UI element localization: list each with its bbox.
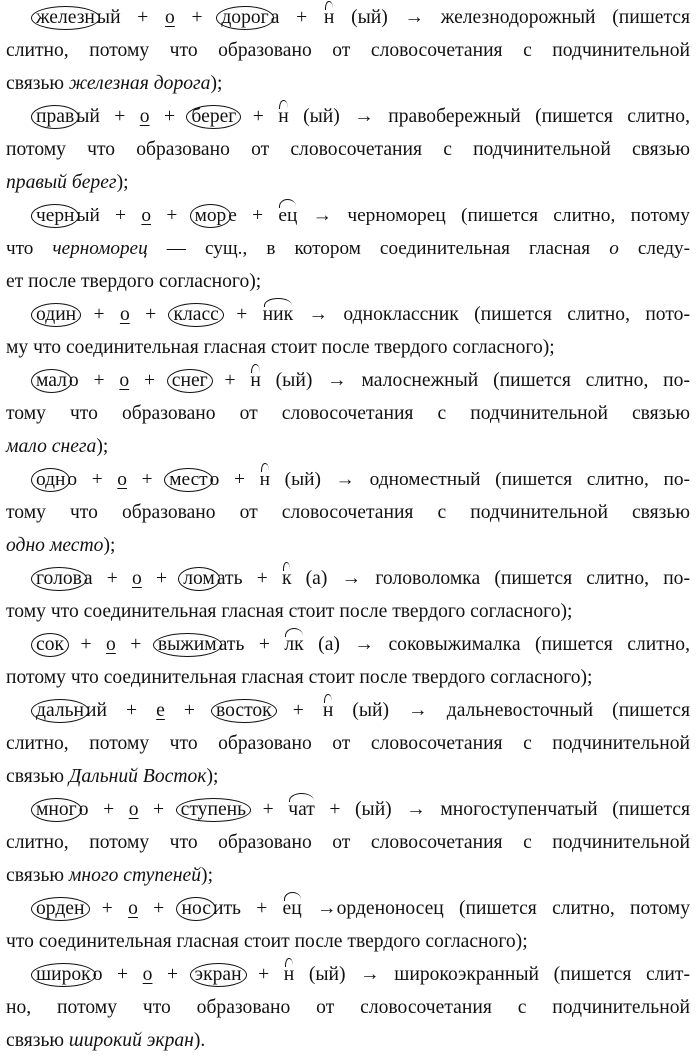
text-segment: а + bbox=[270, 7, 324, 28]
text-line bbox=[6, 925, 690, 958]
suffix-marked: ец bbox=[278, 199, 297, 232]
linking-vowel: о bbox=[117, 469, 127, 490]
italic-phrase: одно место bbox=[6, 535, 104, 556]
linking-vowel: о bbox=[128, 799, 139, 820]
text-segment: ). bbox=[193, 1030, 206, 1051]
text-segment: (ый) → одноместный (пишется слитно, по- bbox=[269, 469, 690, 490]
text-segment: + bbox=[174, 7, 220, 28]
text-line bbox=[6, 496, 690, 529]
text-segment: (ый) → железнодорожный (пишется bbox=[334, 7, 690, 28]
text-line bbox=[6, 1024, 690, 1057]
italic-phrase: черноморец bbox=[52, 238, 148, 259]
text-line bbox=[6, 826, 690, 859]
text-line bbox=[6, 958, 690, 991]
word-formation-entry bbox=[6, 463, 690, 562]
linking-vowel: о bbox=[142, 964, 153, 985]
text-segment: + bbox=[86, 898, 129, 919]
text-segment: ий + bbox=[86, 700, 157, 721]
suffix-marked: н bbox=[284, 958, 295, 991]
suffix-marked: н bbox=[323, 694, 334, 727]
text-line bbox=[6, 859, 690, 892]
text-segment: →орденоносец (пишется слитно, потому bbox=[301, 898, 690, 919]
circled-morpheme: дальн bbox=[31, 699, 89, 723]
circled-morpheme: ступень bbox=[176, 798, 251, 822]
text-segment: ить + bbox=[212, 898, 283, 919]
circled-morpheme: экран bbox=[190, 963, 247, 987]
text-segment: ); bbox=[201, 865, 214, 886]
text-segment: + bbox=[151, 205, 193, 226]
text-line bbox=[6, 628, 690, 661]
circled-morpheme: берег bbox=[186, 105, 241, 129]
text-segment: → одноклассник (пишется слитно, пото- bbox=[293, 304, 690, 325]
text-segment: потому что соединительная гласная стоит после твердого согласного); bbox=[6, 667, 593, 688]
circled-morpheme: снег bbox=[167, 369, 213, 393]
word-formation-entry bbox=[6, 562, 690, 628]
suffix-marked: н bbox=[250, 364, 261, 397]
text-segment: о + bbox=[67, 469, 118, 490]
text-segment: + bbox=[209, 370, 251, 391]
text-segment: ); bbox=[103, 535, 116, 556]
italic-phrase: мало снега bbox=[6, 436, 97, 457]
text-line bbox=[6, 529, 690, 562]
text-segment: ать + bbox=[216, 568, 282, 589]
word-formation-entry bbox=[6, 694, 690, 793]
circled-morpheme: дорог bbox=[216, 6, 273, 30]
text-segment: слитно, потому что образовано от словосочетания с подчинительной bbox=[6, 832, 690, 853]
text-line bbox=[6, 298, 690, 331]
text-segment: ый + bbox=[76, 205, 142, 226]
linking-vowel: о bbox=[119, 370, 130, 391]
text-segment: ); bbox=[210, 73, 223, 94]
text-line bbox=[6, 67, 690, 100]
circled-morpheme: широк bbox=[31, 963, 96, 987]
linking-vowel: о bbox=[128, 898, 138, 919]
circled-morpheme: мест bbox=[164, 468, 212, 492]
text-segment: (ый) → малоснежный (пишется слитно, по- bbox=[260, 370, 690, 391]
text-segment: + bbox=[273, 700, 323, 721]
linking-vowel: о bbox=[132, 568, 142, 589]
text-segment: а + bbox=[83, 568, 133, 589]
circled-morpheme: черн bbox=[31, 204, 79, 228]
text-segment: (ый) → правобережный (пишется слитно, bbox=[288, 106, 690, 127]
text-segment: + bbox=[115, 634, 156, 655]
text-segment: о + bbox=[209, 469, 260, 490]
linking-vowel: о bbox=[165, 7, 175, 28]
text-segment: + bbox=[164, 700, 214, 721]
circled-morpheme: восток bbox=[211, 699, 277, 723]
text-line bbox=[6, 694, 690, 727]
text-line bbox=[6, 892, 690, 925]
word-formation-entry bbox=[6, 628, 690, 694]
text-line bbox=[6, 595, 690, 628]
text-line bbox=[6, 364, 690, 397]
circled-morpheme: железн bbox=[31, 6, 100, 30]
text-line bbox=[6, 100, 690, 133]
text-segment: (ый) → широкоэкранный (пишется слит- bbox=[294, 964, 690, 985]
text-segment: связью bbox=[6, 73, 69, 94]
linking-vowel: о bbox=[106, 634, 116, 655]
linking-vowel: о bbox=[119, 304, 130, 325]
text-segment: ет после твердого согласного); bbox=[6, 271, 262, 292]
text-segment: следу- bbox=[618, 238, 690, 259]
text-segment: о + bbox=[68, 370, 120, 391]
text-segment: + bbox=[238, 106, 279, 127]
text-segment: + (ый) → многоступенчатый (пишется bbox=[314, 799, 690, 820]
italic-phrase: о bbox=[609, 238, 619, 259]
circled-morpheme: голов bbox=[31, 567, 87, 591]
suffix-marked: н bbox=[260, 463, 270, 496]
suffix-marked: ец bbox=[283, 892, 302, 925]
circled-morpheme: мног bbox=[31, 798, 82, 822]
circled-morpheme: прав bbox=[31, 105, 79, 129]
text-line bbox=[6, 562, 690, 595]
text-line bbox=[6, 34, 690, 67]
italic-phrase: широкий экран bbox=[68, 1030, 194, 1051]
text-segment: ); bbox=[116, 172, 129, 193]
word-formation-entry bbox=[6, 958, 690, 1057]
text-line bbox=[6, 331, 690, 364]
circled-morpheme: выжим bbox=[153, 633, 222, 657]
word-formation-entry bbox=[6, 892, 690, 958]
suffix-marked: ник bbox=[263, 298, 294, 331]
text-line bbox=[6, 661, 690, 694]
text-segment: (а) → соковыжималка (пишется слитно, bbox=[303, 634, 690, 655]
text-segment: + bbox=[137, 898, 180, 919]
text-segment: (ый) → дальневосточный (пишется bbox=[333, 700, 690, 721]
text-line bbox=[6, 265, 690, 298]
text-line bbox=[6, 463, 690, 496]
text-segment: + bbox=[220, 304, 263, 325]
text-line bbox=[6, 760, 690, 793]
circled-morpheme: орден bbox=[31, 897, 90, 921]
text-segment: + bbox=[248, 799, 289, 820]
text-segment: тому что образовано от словосочетания с подчинительной связью bbox=[6, 502, 690, 523]
text-segment: связью bbox=[6, 865, 69, 886]
text-segment: + bbox=[141, 568, 182, 589]
text-segment: о + bbox=[92, 964, 143, 985]
text-segment: ый + bbox=[96, 7, 166, 28]
suffix-marked: лк bbox=[284, 628, 303, 661]
text-segment: + bbox=[138, 799, 179, 820]
italic-phrase: много ступеней bbox=[68, 865, 202, 886]
text-segment: ); bbox=[96, 436, 109, 457]
text-segment: (а) → головоломка (пишется слитно, по- bbox=[291, 568, 690, 589]
text-line bbox=[6, 1, 690, 34]
circled-morpheme: одн bbox=[31, 468, 70, 492]
circled-morpheme: сок bbox=[31, 633, 69, 657]
text-segment: но, потому что образовано от словосочетания с подчинительной bbox=[6, 997, 690, 1018]
linking-vowel: о bbox=[141, 205, 152, 226]
circled-morpheme: один bbox=[31, 303, 81, 327]
italic-phrase: Дальний Восток bbox=[68, 766, 207, 787]
suffix-marked: к bbox=[282, 562, 292, 595]
text-line bbox=[6, 793, 690, 826]
text-segment: + bbox=[129, 304, 172, 325]
italic-phrase: правый берег bbox=[6, 172, 117, 193]
text-segment: слитно, потому что образовано от словосочетания с подчинительной bbox=[6, 733, 690, 754]
text-line bbox=[6, 727, 690, 760]
text-segment: что bbox=[6, 238, 53, 259]
suffix-marked: н bbox=[278, 100, 289, 133]
text-segment: ать + bbox=[218, 634, 285, 655]
text-segment: + bbox=[149, 106, 190, 127]
text-segment: связью bbox=[6, 766, 69, 787]
word-formation-entry bbox=[6, 1, 690, 100]
text-segment: + bbox=[66, 634, 107, 655]
text-segment: му что соединительная гласная стоит после твердого согласного); bbox=[6, 337, 555, 358]
italic-phrase: железная дорога bbox=[68, 73, 211, 94]
text-segment: + bbox=[129, 370, 170, 391]
text-segment: тому что образовано от словосочетания с подчинительной связью bbox=[6, 403, 690, 424]
circled-morpheme: нос bbox=[176, 897, 215, 921]
suffix-marked: чат bbox=[288, 793, 315, 826]
text-segment: + bbox=[127, 469, 168, 490]
text-segment: + bbox=[78, 304, 120, 325]
text-line bbox=[6, 232, 690, 265]
word-formation-entry bbox=[6, 100, 690, 199]
circled-morpheme: мор bbox=[190, 204, 232, 228]
text-segment: — сущ., в котором соединительная гласная bbox=[147, 238, 610, 259]
text-segment: е + bbox=[228, 205, 279, 226]
circled-morpheme: класс bbox=[168, 303, 223, 327]
text-line bbox=[6, 166, 690, 199]
linking-vowel: е bbox=[156, 700, 165, 721]
word-formation-entry bbox=[6, 199, 690, 298]
text-line bbox=[6, 430, 690, 463]
word-formation-entry bbox=[6, 793, 690, 892]
text-line bbox=[6, 133, 690, 166]
text-segment: → черноморец (пишется слитно, потому bbox=[297, 205, 690, 226]
text-segment: ый + bbox=[76, 106, 140, 127]
text-segment: потому что образовано от словосочетания с подчинительной связью bbox=[6, 139, 690, 160]
text-segment: + bbox=[243, 964, 284, 985]
word-formation-entry bbox=[6, 364, 690, 463]
text-segment: тому что соединительная гласная стоит после твердого согласного); bbox=[6, 601, 573, 622]
text-line bbox=[6, 397, 690, 430]
circled-morpheme: мал bbox=[31, 369, 72, 393]
suffix-marked: н bbox=[324, 1, 335, 34]
text-line bbox=[6, 199, 690, 232]
text-segment: + bbox=[152, 964, 193, 985]
word-formation-entry bbox=[6, 298, 690, 364]
text-line bbox=[6, 991, 690, 1024]
text-segment: ); bbox=[206, 766, 219, 787]
text-segment: связью bbox=[6, 1030, 69, 1051]
circled-morpheme: лом bbox=[178, 567, 220, 591]
text-segment: слитно, потому что образовано от словосочетания с подчинительной bbox=[6, 40, 690, 61]
text-segment: о + bbox=[78, 799, 129, 820]
linking-vowel: о bbox=[139, 106, 150, 127]
text-segment: что соединительная гласная стоит после твердого согласного); bbox=[6, 931, 528, 952]
